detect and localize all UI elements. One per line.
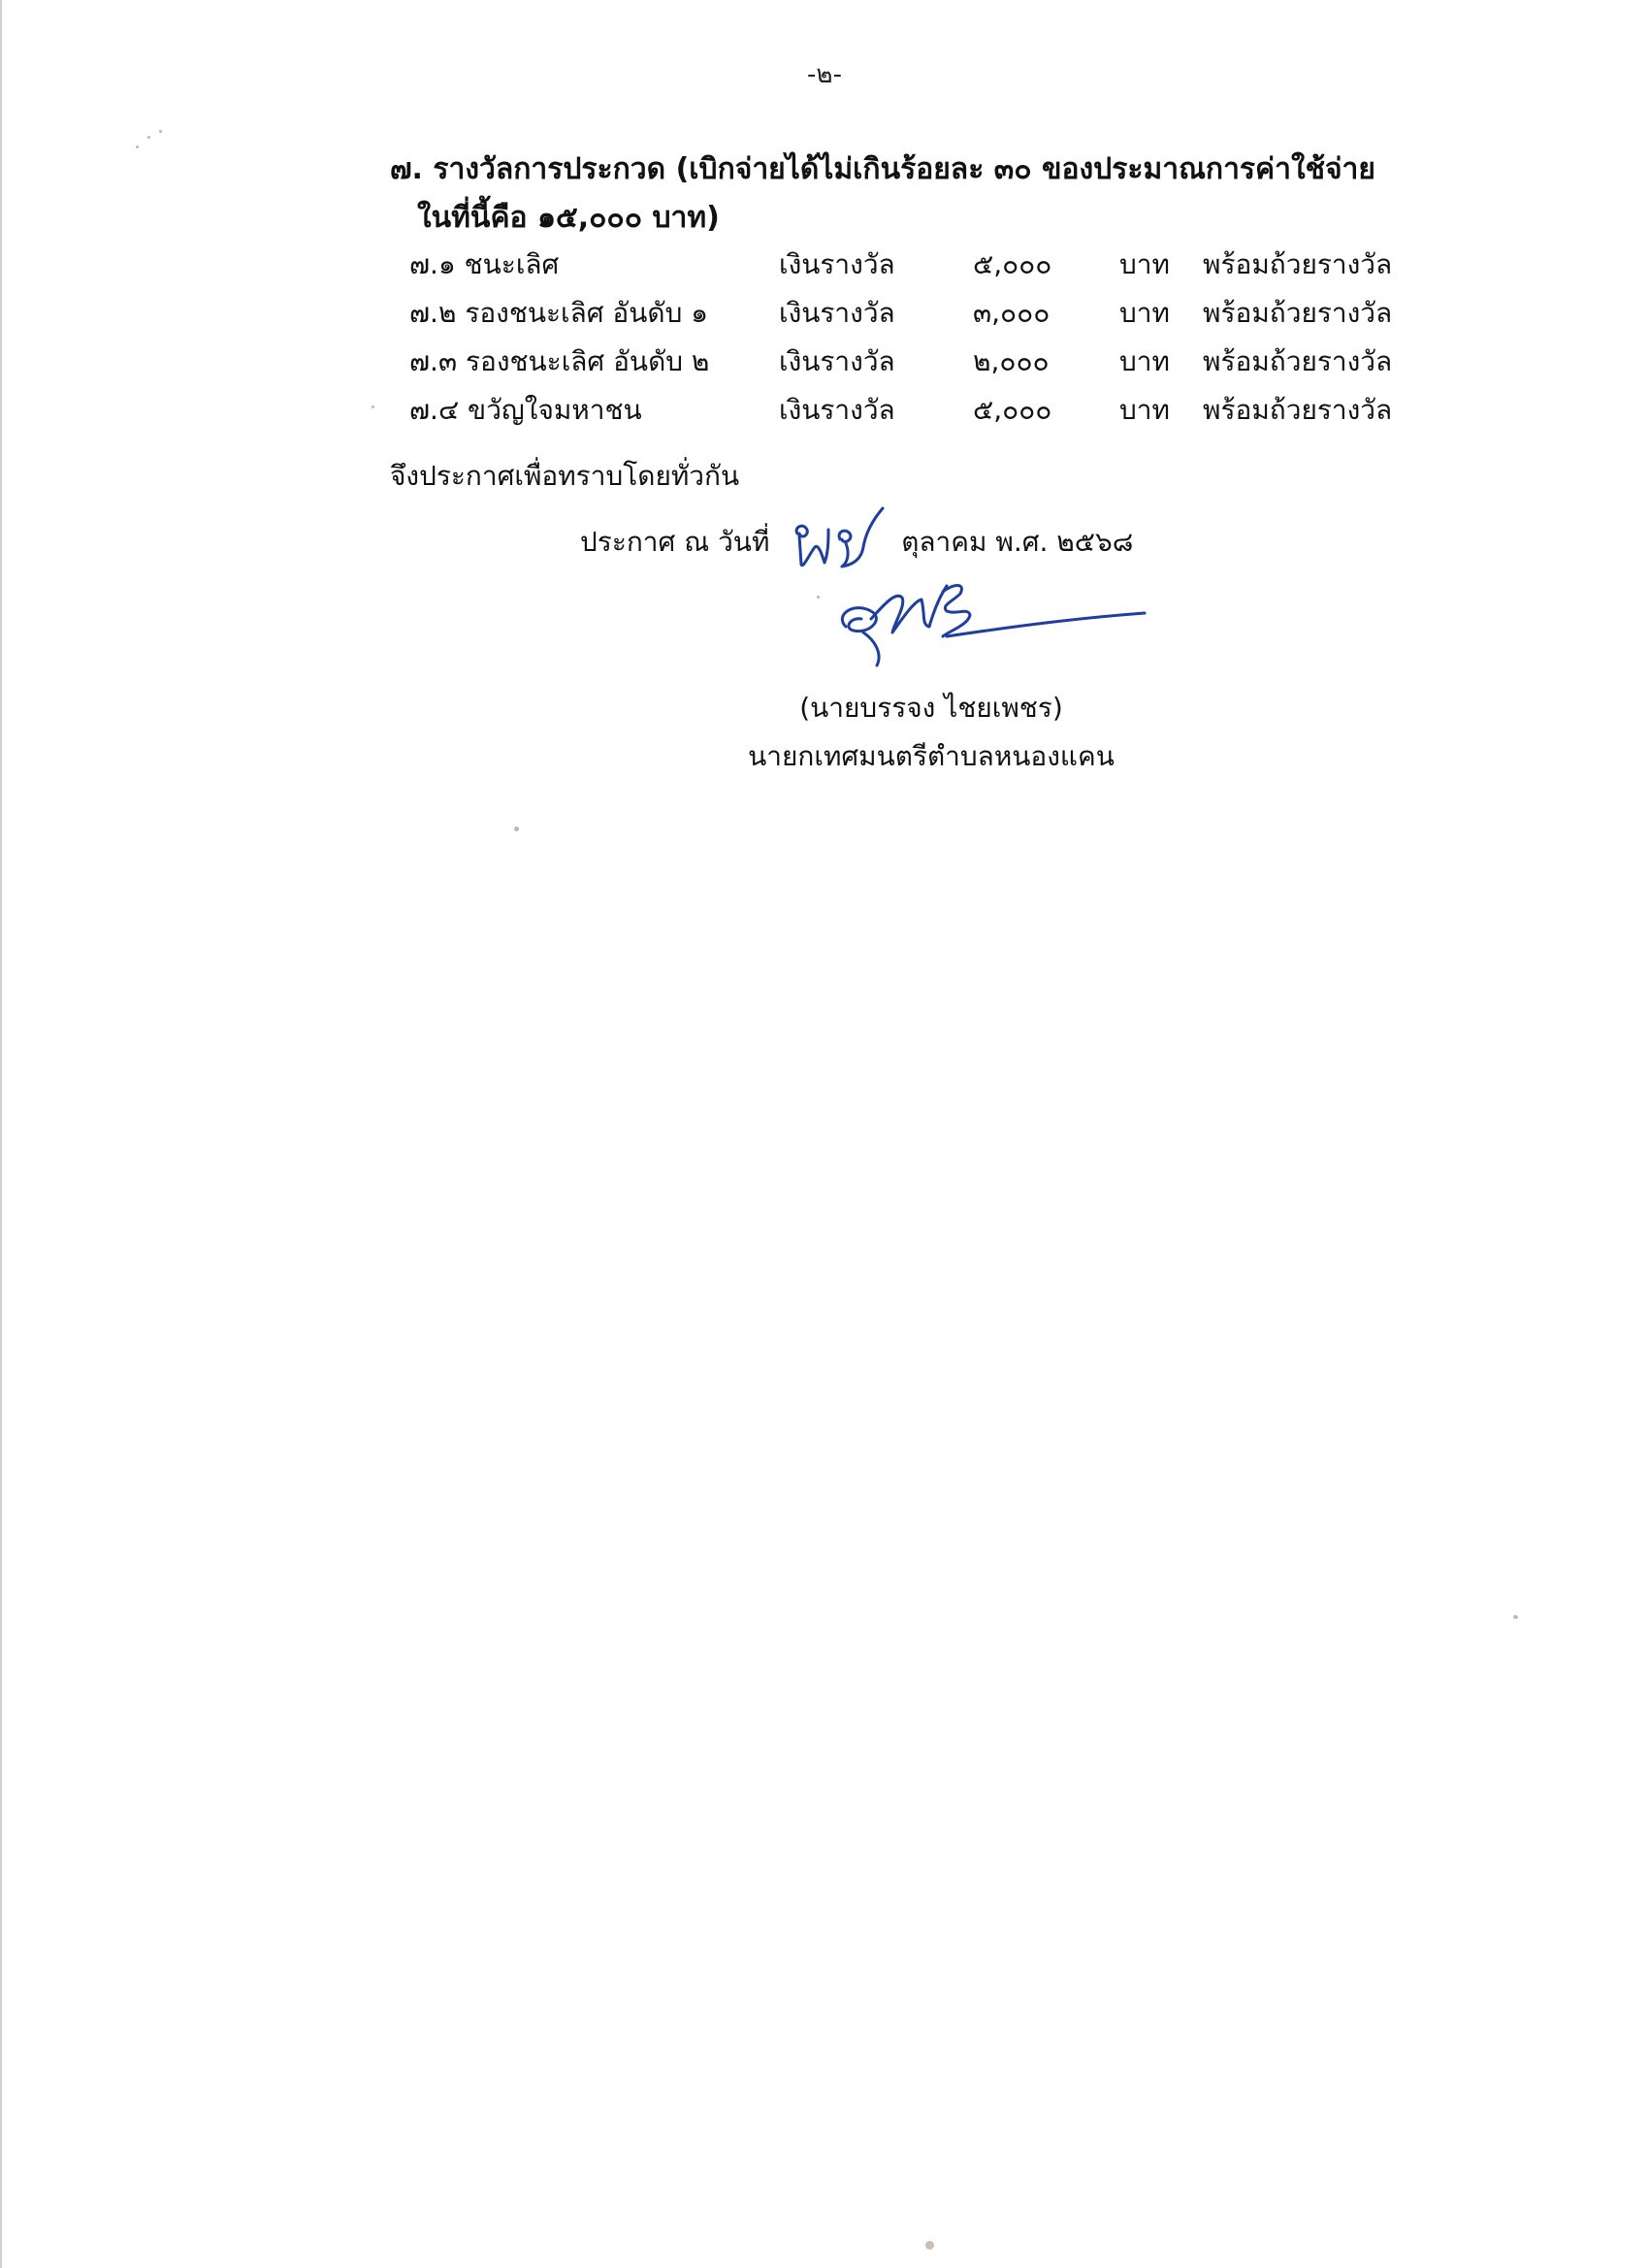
heading-line-2: ในที่นี้คือ ๑๕,๐๐๐ บาท) — [417, 201, 720, 235]
scan-speck — [372, 405, 374, 408]
prize-money-label: เงินรางวัล — [779, 345, 895, 377]
prize-amount: ๒,๐๐๐ — [973, 345, 1050, 377]
prize-row — [0, 241, 1649, 289]
prize-amount: ๕,๐๐๐ — [973, 248, 1052, 280]
section-heading — [390, 146, 1375, 243]
scan-speck — [159, 130, 162, 133]
scan-speck — [136, 146, 139, 148]
prize-trophy: พร้อมถ้วยรางวัล — [1203, 248, 1393, 280]
prize-trophy: พร้อมถ้วยรางวัล — [1203, 394, 1393, 426]
announcement-prefix: ประกาศ ณ วันที่ — [580, 526, 770, 558]
closing-statement: จึงประกาศเพื่อทราบโดยทั่วกัน — [390, 460, 740, 492]
prize-money-label: เงินรางวัล — [779, 248, 895, 280]
prize-trophy: พร้อมถ้วยรางวัล — [1203, 297, 1393, 329]
prize-unit: บาท — [1119, 394, 1170, 426]
scan-speck — [925, 2241, 934, 2250]
signer-title: นายกเทศมนตรีตำบลหนองแคน — [748, 740, 1115, 772]
scan-speck — [1513, 1615, 1518, 1619]
prize-label: ๗.๓ รองชนะเลิศ อันดับ ๒ — [409, 345, 710, 377]
prize-label: ๗.๑ ชนะเลิศ — [409, 248, 560, 280]
prize-money-label: เงินรางวัล — [779, 297, 895, 329]
scan-speck — [817, 596, 820, 599]
prize-unit: บาท — [1119, 248, 1170, 280]
scan-speck — [514, 826, 519, 831]
prize-row — [0, 289, 1649, 338]
prize-amount: ๕,๐๐๐ — [973, 394, 1052, 426]
prize-list — [0, 241, 1649, 435]
prize-money-label: เงินรางวัล — [779, 394, 895, 426]
page-number: -๒- — [807, 60, 842, 89]
signer-name: (นายบรรจง ไชยเพชร) — [799, 692, 1063, 724]
handwritten-day — [786, 501, 892, 578]
heading-line-1: ๗. รางวัลการประกวด (เบิกจ่ายได้ไม่เกินร้อยละ ๓๐ ของประมาณการค่าใช้จ่าย — [390, 152, 1375, 186]
signature-icon — [824, 572, 1154, 679]
prize-unit: บาท — [1119, 345, 1170, 377]
prize-trophy: พร้อมถ้วยรางวัล — [1203, 345, 1393, 377]
prize-label: ๗.๔ ขวัญใจมหาชน — [409, 394, 642, 426]
prize-row — [0, 386, 1649, 435]
prize-label: ๗.๒ รองชนะเลิศ อันดับ ๑ — [409, 297, 709, 329]
prize-amount: ๓,๐๐๐ — [973, 297, 1051, 329]
prize-row — [0, 338, 1649, 386]
announcement-suffix: ตุลาคม พ.ศ. ๒๕๖๘ — [901, 526, 1134, 558]
scan-speck — [147, 136, 150, 139]
prize-unit: บาท — [1119, 297, 1170, 329]
